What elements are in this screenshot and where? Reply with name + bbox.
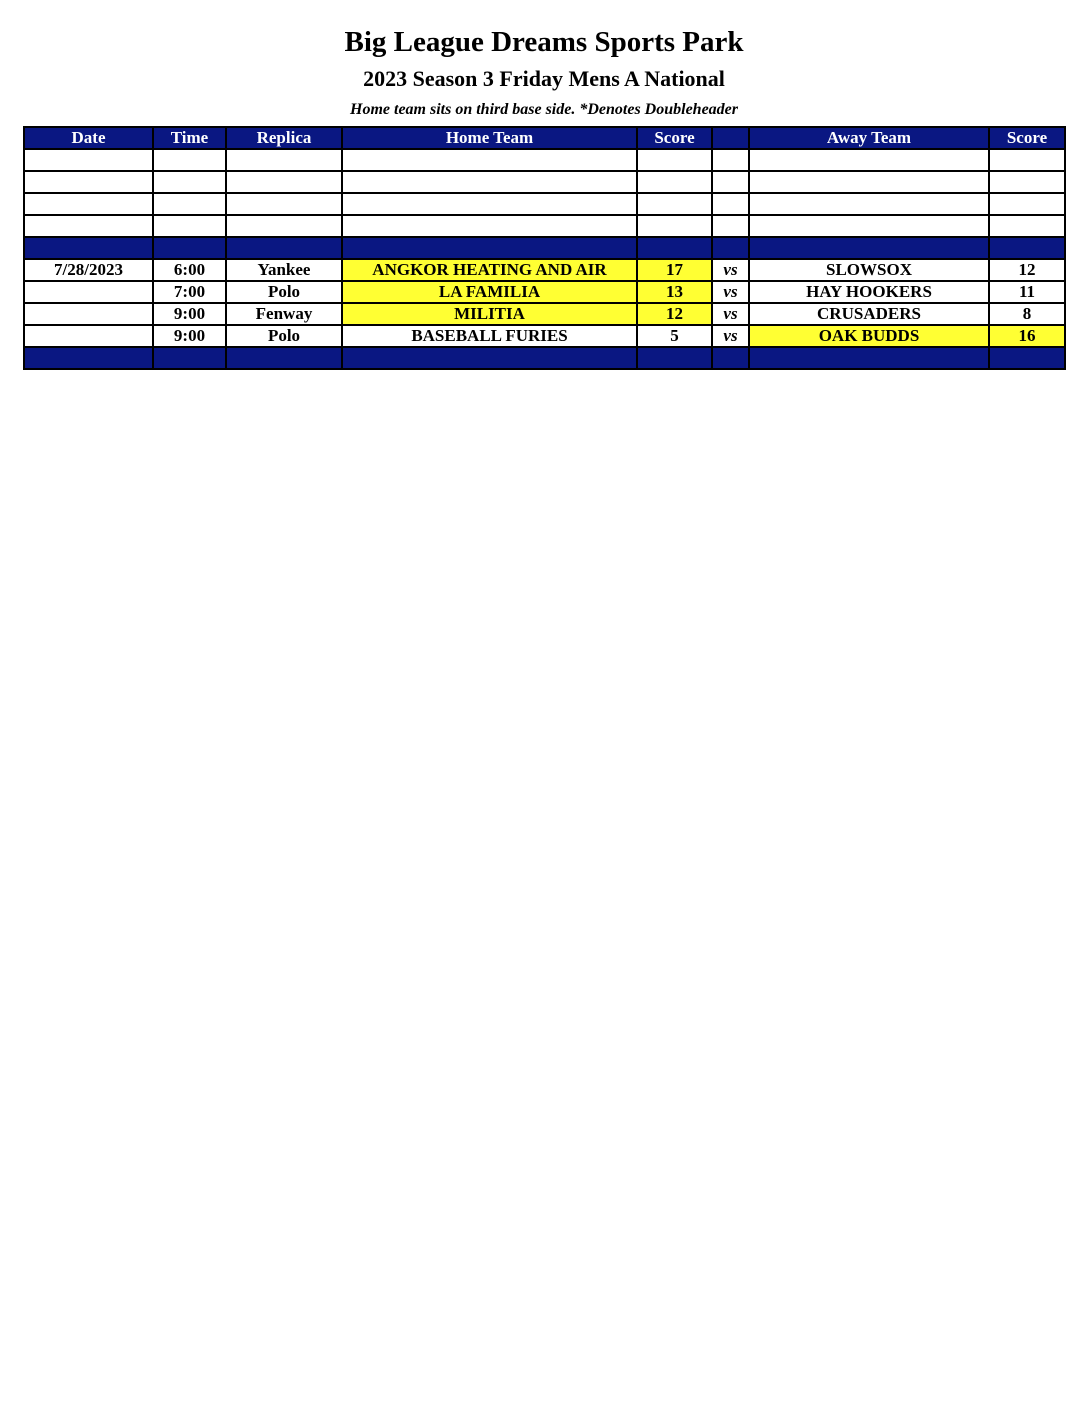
away-team: OAK BUDDS	[749, 325, 989, 347]
empty-row	[24, 215, 1065, 237]
schedule-note: Home team sits on third base side. *Denotes Doubleheader	[350, 101, 738, 118]
separator-cell	[637, 347, 712, 369]
separator-cell	[24, 237, 153, 259]
empty-row	[24, 171, 1065, 193]
home-team: MILITIA	[342, 303, 637, 325]
schedule-table	[23, 126, 1066, 370]
empty-cell	[637, 193, 712, 215]
separator-cell	[637, 237, 712, 259]
empty-cell	[24, 149, 153, 171]
empty-cell	[712, 193, 749, 215]
empty-cell	[342, 193, 637, 215]
separator-cell	[24, 347, 153, 369]
empty-cell	[989, 149, 1065, 171]
game-date	[24, 325, 153, 347]
separator-cell	[712, 347, 749, 369]
game-date	[24, 281, 153, 303]
separator-row	[24, 237, 1065, 259]
empty-cell	[153, 215, 226, 237]
home-score: 17	[637, 259, 712, 281]
empty-row	[24, 193, 1065, 215]
game-time: 9:00	[153, 325, 226, 347]
separator-cell	[342, 237, 637, 259]
separator-cell	[226, 347, 342, 369]
col-header-time: Time	[153, 127, 226, 149]
game-time: 9:00	[153, 303, 226, 325]
empty-cell	[637, 149, 712, 171]
empty-cell	[342, 215, 637, 237]
separator-cell	[342, 347, 637, 369]
game-time: 6:00	[153, 259, 226, 281]
vs-label: vs	[712, 303, 749, 325]
col-header-away-team: Away Team	[749, 127, 989, 149]
game-date	[24, 303, 153, 325]
empty-cell	[749, 193, 989, 215]
game-row	[24, 281, 1065, 303]
col-header-away-score: Score	[989, 127, 1065, 149]
col-header-date: Date	[24, 127, 153, 149]
home-score: 12	[637, 303, 712, 325]
empty-cell	[226, 215, 342, 237]
empty-cell	[637, 215, 712, 237]
empty-cell	[226, 149, 342, 171]
empty-cell	[749, 149, 989, 171]
col-header-home-team: Home Team	[342, 127, 637, 149]
home-team: ANGKOR HEATING AND AIR	[342, 259, 637, 281]
home-score: 5	[637, 325, 712, 347]
separator-row	[24, 347, 1065, 369]
page-title: Big League Dreams Sports Park	[344, 26, 744, 58]
away-team: HAY HOOKERS	[749, 281, 989, 303]
empty-cell	[749, 171, 989, 193]
home-team: LA FAMILIA	[342, 281, 637, 303]
empty-cell	[989, 171, 1065, 193]
game-row	[24, 303, 1065, 325]
home-team: BASEBALL FURIES	[342, 325, 637, 347]
away-team: SLOWSOX	[749, 259, 989, 281]
game-replica: Polo	[226, 325, 342, 347]
empty-cell	[712, 149, 749, 171]
col-header-vs	[712, 127, 749, 149]
separator-cell	[226, 237, 342, 259]
away-score: 11	[989, 281, 1065, 303]
game-replica: Yankee	[226, 259, 342, 281]
away-score: 16	[989, 325, 1065, 347]
vs-label: vs	[712, 259, 749, 281]
away-score: 8	[989, 303, 1065, 325]
empty-cell	[226, 193, 342, 215]
empty-cell	[153, 193, 226, 215]
empty-cell	[24, 193, 153, 215]
away-score: 12	[989, 259, 1065, 281]
col-header-home-score: Score	[637, 127, 712, 149]
empty-cell	[712, 171, 749, 193]
empty-cell	[226, 171, 342, 193]
empty-cell	[989, 215, 1065, 237]
empty-cell	[712, 215, 749, 237]
empty-cell	[342, 171, 637, 193]
separator-cell	[153, 347, 226, 369]
empty-cell	[24, 171, 153, 193]
separator-cell	[749, 347, 989, 369]
col-header-replica: Replica	[226, 127, 342, 149]
game-row	[24, 259, 1065, 281]
vs-label: vs	[712, 281, 749, 303]
game-row	[24, 325, 1065, 347]
game-time: 7:00	[153, 281, 226, 303]
empty-cell	[24, 215, 153, 237]
away-team: CRUSADERS	[749, 303, 989, 325]
header-row	[24, 127, 1065, 149]
home-score: 13	[637, 281, 712, 303]
separator-cell	[712, 237, 749, 259]
empty-cell	[989, 193, 1065, 215]
empty-cell	[153, 171, 226, 193]
game-replica: Polo	[226, 281, 342, 303]
game-replica: Fenway	[226, 303, 342, 325]
empty-cell	[153, 149, 226, 171]
empty-cell	[749, 215, 989, 237]
page-subtitle: 2023 Season 3 Friday Mens A National	[363, 66, 725, 91]
game-date: 7/28/2023	[24, 259, 153, 281]
separator-cell	[989, 237, 1065, 259]
vs-label: vs	[712, 325, 749, 347]
empty-cell	[637, 171, 712, 193]
separator-cell	[153, 237, 226, 259]
empty-cell	[342, 149, 637, 171]
separator-cell	[749, 237, 989, 259]
empty-row	[24, 149, 1065, 171]
separator-cell	[989, 347, 1065, 369]
